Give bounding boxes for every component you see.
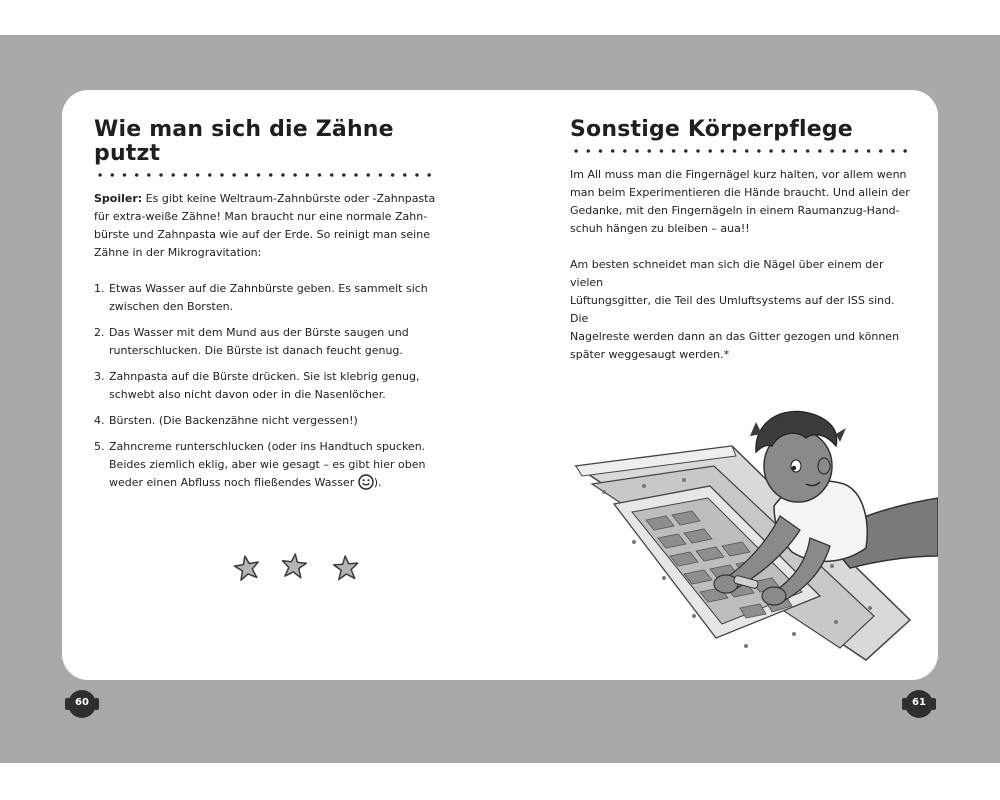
spoiler-label: Spoiler: <box>94 192 143 205</box>
intro-line: Zähne in der Mikrogravitation: <box>94 246 262 259</box>
intro-line: Es gibt keine Weltraum-Zahnbürste oder -Zahnpasta <box>142 192 436 205</box>
step-item <box>94 438 439 496</box>
intro-paragraph <box>94 190 439 262</box>
steps-list <box>94 280 439 496</box>
step-line: ). <box>373 476 382 489</box>
step-number: 5. <box>94 440 105 453</box>
page-number: 61 <box>912 697 926 708</box>
left-page-title: Wie man sich die Zähne putzt <box>94 117 394 166</box>
paragraph-line: Im All muss man die Fingernägel kurz halten, vor allem wenn <box>570 168 907 181</box>
intro-line: bürste und Zahnpasta wie auf der Erde. So reinigt man seine <box>94 228 430 241</box>
step-line: weder einen Abfluss noch fließendes Wasser <box>109 476 358 489</box>
intro-line: für extra-weiße Zähne! Man braucht nur eine normale Zahn- <box>94 210 428 223</box>
star-icon <box>281 553 307 578</box>
page-number: 60 <box>75 697 89 708</box>
title-dotted-divider <box>94 172 434 178</box>
step-number: 2. <box>94 326 105 339</box>
paragraph-line: später weggesaugt werden.* <box>570 348 730 361</box>
left-page <box>94 90 439 504</box>
step-line: zwischen den Borsten. <box>109 300 234 313</box>
right-page-title: Sonstige Körperpflege <box>570 117 853 142</box>
step-line: schwebt also nicht davon oder in die Nasenlöcher. <box>109 388 386 401</box>
star-icon <box>333 555 359 580</box>
step-number: 1. <box>94 282 105 295</box>
stars-decoration <box>232 548 372 588</box>
star-icon <box>233 554 261 581</box>
step-number: 3. <box>94 370 105 383</box>
step-line: Das Wasser mit dem Mund aus der Bürste saugen und <box>109 326 409 339</box>
smiley-icon <box>358 474 374 496</box>
page-number-badge-left <box>64 686 100 722</box>
step-line: runterschlucken. Die Bürste ist danach feucht genug. <box>109 344 403 357</box>
step-line: Beides ziemlich eklig, aber wie gesagt – es gibt hier oben <box>109 458 426 471</box>
title-dotted-divider <box>570 148 910 154</box>
step-item <box>94 280 439 316</box>
step-line: Zahnpasta auf die Bürste drücken. Sie ist klebrig genug, <box>109 370 420 383</box>
step-item <box>94 368 439 404</box>
paragraph-line: Lüftungsgitter, die Teil des Umluftsystems auf der ISS sind. Die <box>570 294 895 325</box>
step-item <box>94 324 439 360</box>
step-line: Bürsten. (Die Backenzähne nicht vergessen!) <box>109 414 358 427</box>
step-number: 4. <box>94 414 105 427</box>
astronaut-vent-illustration <box>574 316 938 680</box>
page-number-badge-right <box>901 686 937 722</box>
fingernails-paragraph <box>570 166 915 238</box>
paragraph-line: Gedanke, mit den Fingernägeln in einem Raumanzug-Hand- <box>570 204 900 217</box>
step-line: Etwas Wasser auf die Zahnbürste geben. Es sammelt sich <box>109 282 428 295</box>
paragraph-line: man beim Experimentieren die Hände braucht. Und allein der <box>570 186 910 199</box>
paragraph-line: Am besten schneidet man sich die Nägel über einem der vielen <box>570 258 884 289</box>
step-line: Zahncreme runterschlucken (oder ins Handtuch spucken. <box>109 440 426 453</box>
paragraph-line: schuh hängen zu bleiben – aua!! <box>570 222 750 235</box>
step-item <box>94 412 439 430</box>
paragraph-line: Nagelreste werden dann an das Gitter gezogen und können <box>570 330 900 343</box>
book-spread <box>62 90 938 680</box>
